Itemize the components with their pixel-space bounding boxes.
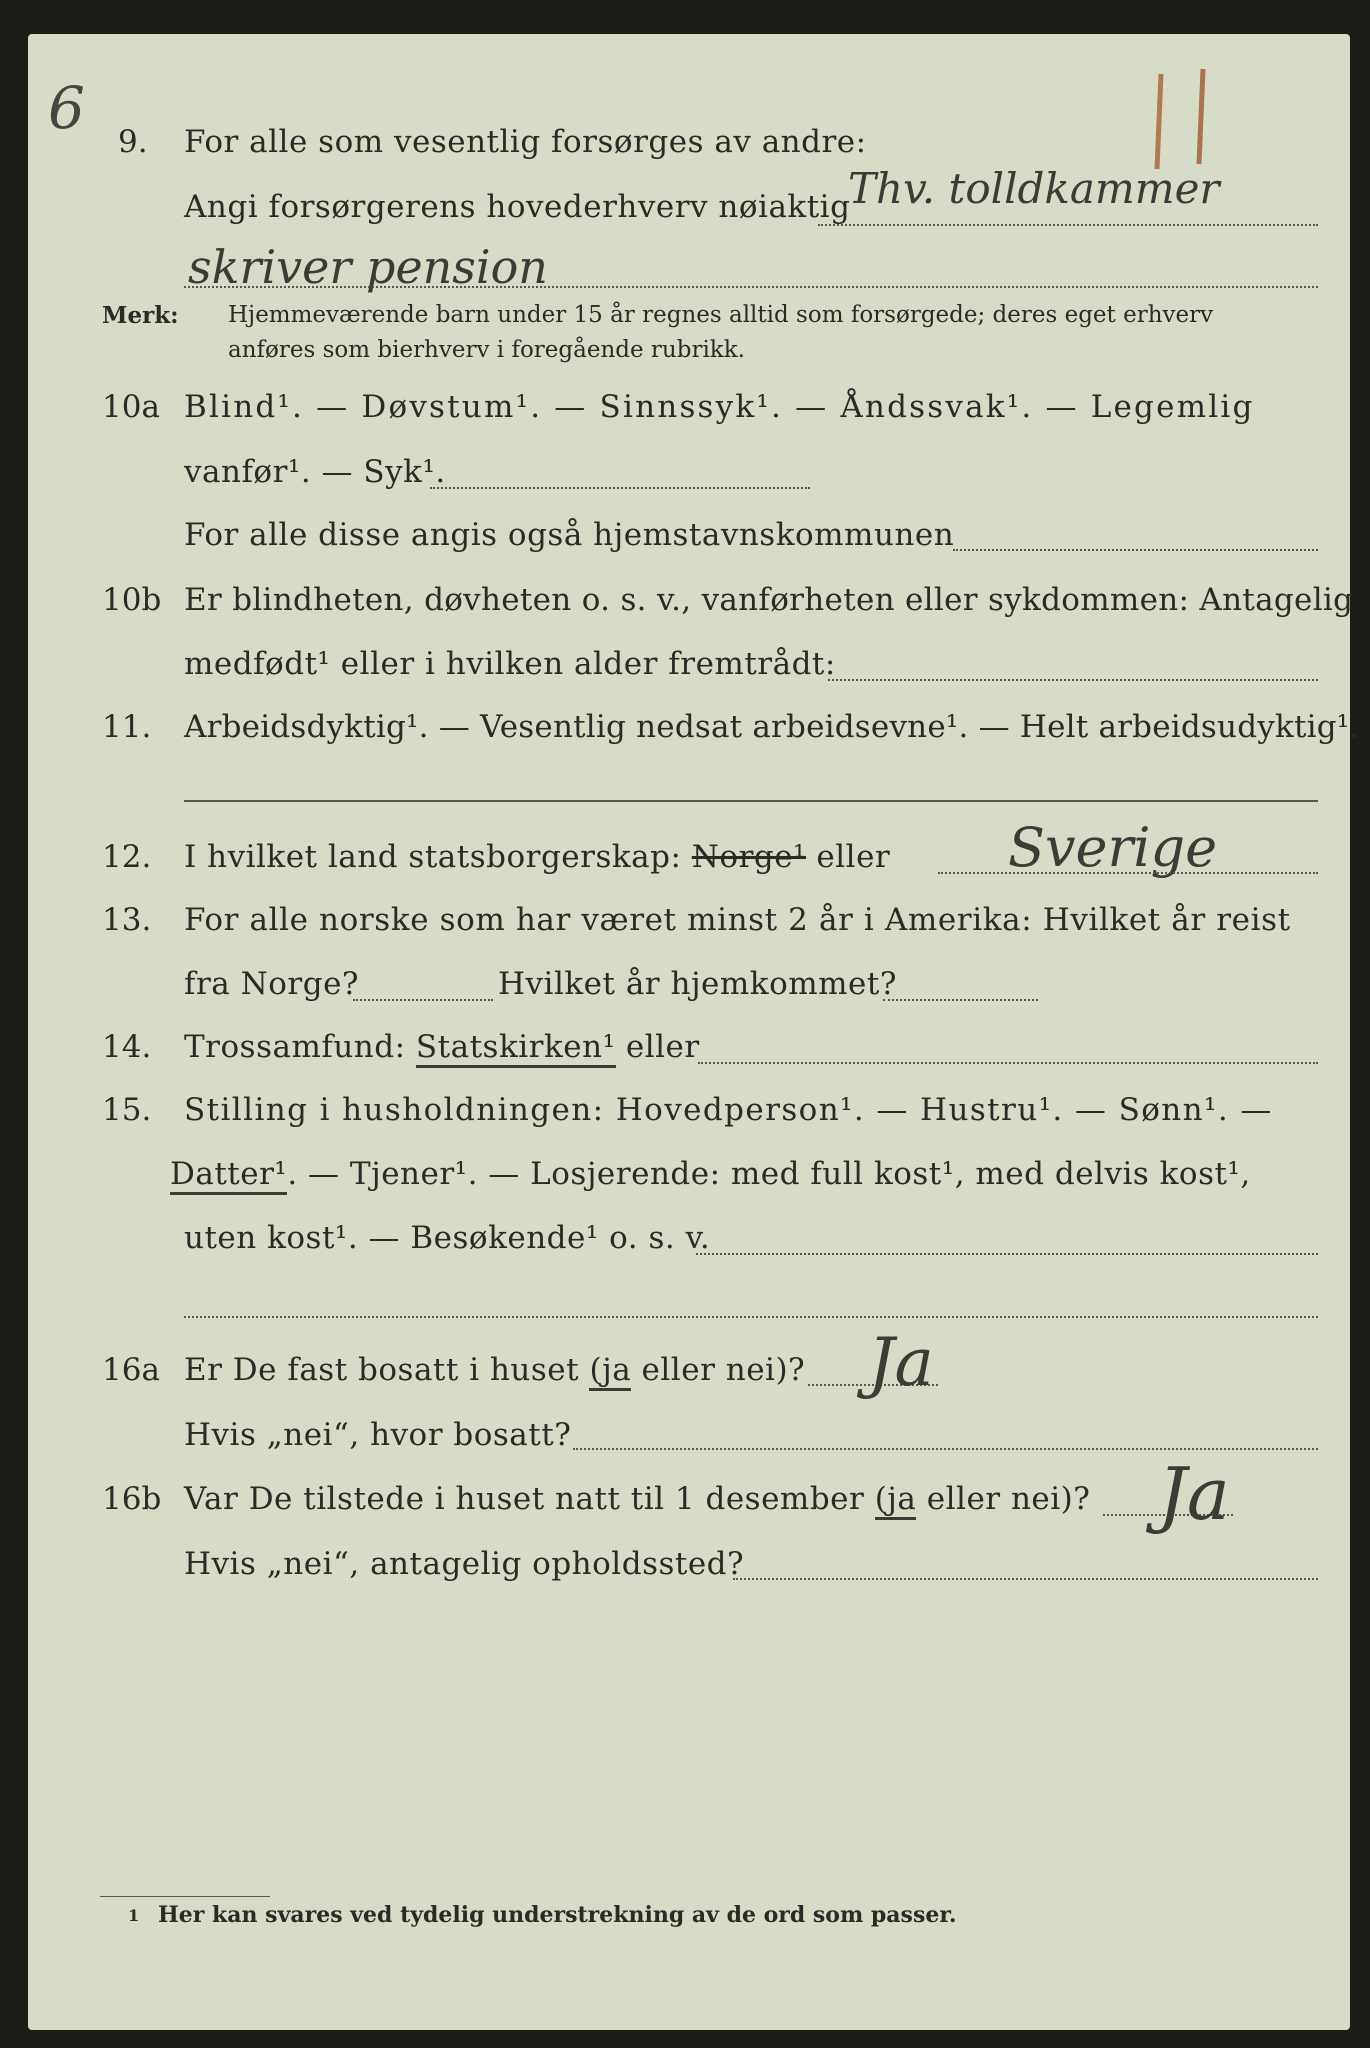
q9-answer-occupation-cont: skriver pension: [188, 240, 548, 294]
q15-line2: Datter¹. — Tjener¹. — Losjerende: med full kost¹, med delvis kost¹,: [170, 1156, 1251, 1192]
q12-norge-struck: Norge¹: [691, 839, 807, 875]
q16b-line2: Hvis „nei“, antagelig opholdssted?: [184, 1546, 745, 1582]
q16a-line2: Hvis „nei“, hvor bosatt?: [184, 1417, 572, 1453]
footnote-mark: 1: [128, 1906, 140, 1925]
q16b-number: 16b: [102, 1481, 162, 1517]
q9-line1: For alle som vesentlig forsørges av andre:: [184, 124, 867, 160]
q10a-line2: vanfør¹. — Syk¹.: [184, 454, 446, 490]
q16b-line1: Var De tilstede i huset natt til 1 desember (ja eller nei)?: [184, 1481, 1090, 1517]
q9-answer-occupation: Thv. tolldkammer: [848, 164, 1220, 213]
merk-label: Merk:: [102, 302, 179, 329]
q10b-line2: medfødt¹ eller i hvilken alder fremtrådt:: [184, 646, 836, 682]
q16b-answer: Ja: [1158, 1452, 1230, 1536]
q15-line1: Stilling i husholdningen: Hovedperson¹. — Hustru¹. — Sønn¹. —: [184, 1092, 1273, 1128]
census-form-page: [28, 34, 1360, 2030]
q9-number: 9.: [118, 124, 148, 160]
q13-number: 13.: [102, 902, 152, 938]
q15-line3: uten kost¹. — Besøkende¹ o. s. v.: [184, 1220, 711, 1256]
q16a-line1: Er De fast bosatt i huset (ja eller nei)?: [184, 1352, 805, 1388]
margin-mark: 6: [48, 74, 85, 142]
q14-number: 14.: [102, 1029, 152, 1065]
merk-line1: Hjemmeværende barn under 15 år regnes alltid som forsørgede; deres eget erhverv: [228, 302, 1214, 328]
q13-line2a: fra Norge?: [184, 966, 360, 1002]
q16a-ja-underlined: (ja: [589, 1352, 631, 1391]
q16b-ja-underlined: (ja: [875, 1481, 917, 1520]
q13-line1: For alle norske som har været minst 2 år i Amerika: Hvilket år reist: [184, 902, 1291, 938]
q16a-number: 16a: [102, 1352, 160, 1388]
footnote-text: Her kan svares ved tydelig understrekning av de ord som passer.: [158, 1902, 957, 1928]
q12-number: 12.: [102, 839, 152, 875]
merk-line2: anføres som bierhverv i foregående rubrikk.: [228, 337, 745, 363]
q10a-line3: For alle disse angis også hjemstavnskommunen: [184, 517, 955, 553]
q9-line2: Angi forsørgerens hovederhverv nøiaktig: [184, 189, 851, 225]
q11-number: 11.: [102, 709, 152, 745]
margin-strokes: [1143, 64, 1233, 174]
q10b-number: 10b: [102, 582, 162, 618]
q10a-number: 10a: [102, 389, 160, 425]
q13-line2b: Hvilket år hjemkommet?: [498, 966, 897, 1002]
q11-line1: Arbeidsdyktig¹. — Vesentlig nedsat arbeidsevne¹. — Helt arbeidsudyktig¹.: [184, 709, 1360, 745]
q12-line: I hvilket land statsborgerskap: Norge¹ eller: [184, 839, 891, 875]
q10a-line1: Blind¹. — Døvstum¹. — Sinnssyk¹. — Åndssvak¹. — Legemlig: [184, 389, 1255, 425]
q16a-answer: Ja: [868, 1324, 934, 1401]
q14-statskirken-underlined: Statskirken¹: [416, 1029, 616, 1068]
q10b-line1: Er blindheten, døvheten o. s. v., vanførheten eller sykdommen: Antagelig: [184, 582, 1354, 618]
q14-line: Trossamfund: Statskirken¹ eller: [184, 1029, 700, 1065]
q12-answer: Sverige: [1008, 816, 1218, 879]
q15-datter-underlined: Datter¹: [170, 1156, 287, 1195]
q15-number: 15.: [102, 1092, 152, 1128]
